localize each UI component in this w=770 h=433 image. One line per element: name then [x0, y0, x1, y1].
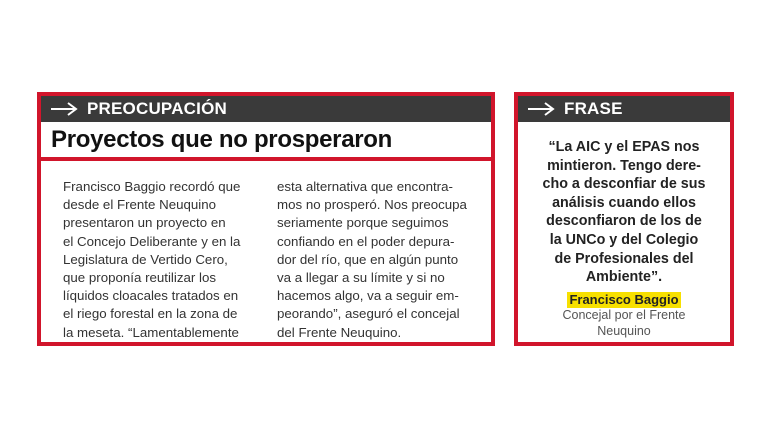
- body-column-1: [63, 178, 247, 342]
- body-line: el riego forestal en la zona de: [63, 306, 238, 322]
- section-header: [518, 96, 730, 122]
- author-role: [518, 307, 730, 339]
- body-line: del Frente Neuquino.: [277, 324, 402, 340]
- body-line: líquidos cloacales tratados en: [63, 288, 239, 304]
- body-line: confiando en el poder depura-: [277, 233, 455, 249]
- body-line: el Concejo Deliberante y en la: [63, 233, 241, 249]
- frase-box: [514, 92, 734, 346]
- body-line: va a llegar a su límite y si no: [277, 270, 445, 286]
- quote-line: la UNCo y del Colegio: [549, 231, 699, 248]
- quote-line: mintieron. Tengo dere-: [547, 157, 701, 174]
- body-line: Francisco Baggio recordó que: [63, 179, 241, 194]
- role-line: Concejal por el Frente: [562, 308, 686, 322]
- body-line: Legislatura de Vertido Cero,: [63, 251, 228, 267]
- body-line: desde el Frente Neuquino: [63, 197, 217, 213]
- section-label: FRASE: [564, 99, 623, 118]
- role-line: Neuquino: [597, 324, 651, 338]
- quote-author: Francisco Baggio: [569, 292, 679, 307]
- body-line: presentaron un proyecto en: [63, 215, 226, 231]
- quote-line: “La AIC y el EPAS nos: [548, 139, 700, 155]
- body-line: que proponía reutilizar los: [63, 270, 217, 286]
- arrow-right-icon: [527, 102, 555, 116]
- section-label: PREOCUPACIÓN: [87, 99, 227, 118]
- preocupacion-box: [37, 92, 495, 346]
- body-line: dor del río, que en algún punto: [277, 251, 459, 267]
- quote-line: Ambiente”.: [585, 269, 663, 286]
- body-line: peorando”, aseguró el concejal: [277, 306, 460, 322]
- quote: [526, 138, 722, 287]
- body-column-2: [277, 178, 467, 342]
- quote-line: de Profesionales del: [554, 250, 694, 267]
- quote-line: análisis cuando ellos: [552, 194, 696, 211]
- headline: Proyectos que no prosperaron: [51, 125, 393, 153]
- section-header: [41, 96, 491, 122]
- body-line: mos no prosperó. Nos preocupa: [277, 197, 467, 213]
- quote-line: cho a desconfiar de sus: [542, 176, 706, 193]
- body-line: esta alternativa que encontra-: [277, 179, 453, 194]
- arrow-right-icon: [50, 102, 78, 116]
- headline-band: [41, 122, 491, 161]
- body-line: la meseta. “Lamentablemente: [63, 324, 239, 340]
- quote-line: desconfiaron de los de: [546, 213, 702, 230]
- body-line: seriamente porque seguimos: [277, 215, 449, 231]
- body-line: hacemos algo, va a seguir em-: [277, 288, 459, 304]
